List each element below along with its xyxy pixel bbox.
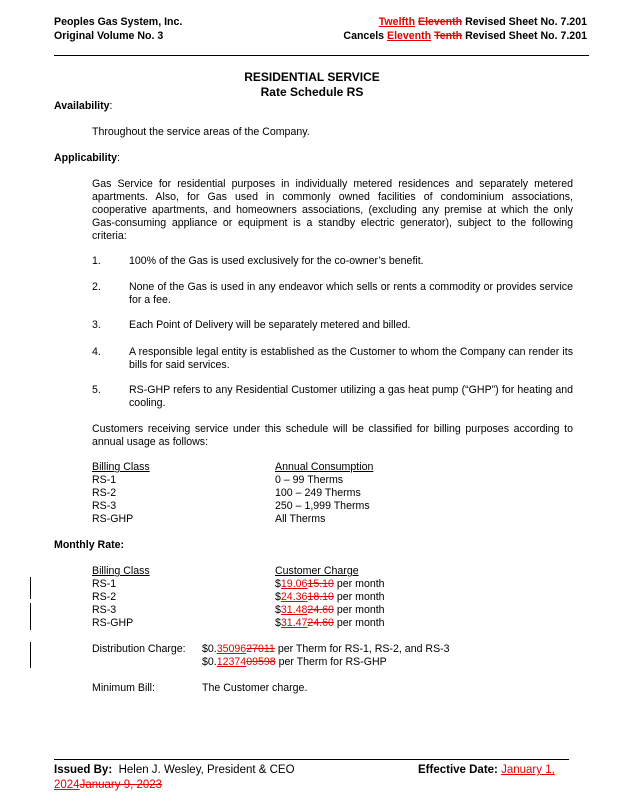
effective-date-continued (54, 779, 162, 791)
usage-col-annual-consumption: Annual Consumption (275, 461, 374, 473)
criteria-text: Each Point of Delivery will be separately metered and billed. (129, 319, 411, 331)
revision-change-bar (30, 603, 31, 630)
usage-class: RS-3 (92, 500, 117, 512)
criteria-number: 2. (92, 281, 101, 293)
issued-by-line (54, 764, 295, 776)
revision-change-bar (30, 577, 31, 599)
usage-value: 100 – 249 Therms (275, 487, 361, 499)
header-rule (54, 55, 589, 56)
cancels-prefix: Cancels (343, 30, 387, 42)
criteria-number: 3. (92, 319, 101, 331)
availability-text: Throughout the service areas of the Company. (92, 126, 310, 138)
customer-charge: $31.4824.60 per month (275, 604, 385, 616)
criteria-text: 100% of the Gas is used exclusively for the co-owner’s benefit. (129, 255, 424, 267)
rate-class: RS-3 (92, 604, 117, 616)
footer-rule (54, 759, 569, 760)
page-title: RESIDENTIAL SERVICE (244, 70, 380, 84)
effective-date-old: January 9, 2023 (79, 779, 163, 791)
cancels-old: Tenth (434, 30, 463, 42)
applicability-text: Gas Service for residential purposes in individually metered residences and separately metered apartments. Also, for Gas used in commonly owned facilities of condominium associations, cooperative apartments, and homeowners associations, (excluding any premise at which the only Gas-consuming appliance or equipment is a standby electric generator), subject to the following criteria: (92, 178, 573, 242)
criteria-number: 4. (92, 346, 101, 358)
cancels-new: Eleventh (387, 30, 432, 42)
page-subtitle: Rate Schedule RS (260, 85, 364, 99)
applicability-heading: Applicability: (54, 152, 120, 164)
criteria-number: 5. (92, 384, 101, 396)
distribution-charge-value: $0.1237409598 per Therm for RS-GHP (202, 656, 387, 668)
usage-col-billing-class: Billing Class (92, 461, 150, 473)
rate-col-customer-charge: Customer Charge (275, 565, 359, 577)
criteria-text: RS-GHP refers to any Residential Customer utilizing a gas heat pump (“GHP”) for heating and cooling. (129, 384, 573, 409)
usage-class: RS-GHP (92, 513, 134, 525)
cancels-sheet-text: Revised Sheet No. 7.201 (462, 30, 587, 42)
customer-charge: $24.3618.10 per month (275, 591, 385, 603)
issued-by-name: Helen J. Wesley, President & CEO (118, 764, 295, 776)
usage-class: RS-2 (92, 487, 117, 499)
volume-number: Original Volume No. 3 (54, 30, 164, 42)
company-name: Peoples Gas System, Inc. (54, 16, 183, 28)
usage-value: 250 – 1,999 Therms (275, 500, 370, 512)
revised-sheet-text: Revised Sheet No. 7.201 (462, 16, 587, 28)
revision-new: Twelfth (378, 16, 416, 28)
rate-col-billing-class: Billing Class (92, 565, 150, 577)
rate-class: RS-2 (92, 591, 117, 603)
effective-date-line (418, 764, 555, 776)
usage-class: RS-1 (92, 474, 117, 486)
effective-date-new: January 1, (501, 764, 555, 776)
minimum-bill-label: Minimum Bill: (92, 682, 155, 694)
effective-date-label: Effective Date: (418, 764, 498, 776)
effective-year-new: 2024 (54, 779, 80, 791)
usage-value: All Therms (275, 513, 326, 525)
availability-heading: Availability: (54, 100, 113, 112)
criteria-number: 1. (92, 255, 101, 267)
distribution-charge-label: Distribution Charge: (92, 643, 186, 655)
criteria-text: A responsible legal entity is established as the Customer to whom the Company can render its bills for said services. (129, 346, 573, 371)
monthly-rate-heading: Monthly Rate: (54, 539, 125, 551)
distribution-charge-value: $0.3509627011 per Therm for RS-1, RS-2, and RS-3 (202, 643, 450, 655)
customer-charge: $19.0615.10 per month (275, 578, 385, 590)
usage-value: 0 – 99 Therms (275, 474, 344, 486)
revision-change-bar (30, 642, 31, 668)
criteria-text: None of the Gas is used in any endeavor which sells or rents a commodity or provides service for a fee. (129, 281, 573, 306)
customer-charge: $31.4724.60 per month (275, 617, 385, 629)
rate-class: RS-GHP (92, 617, 134, 629)
rate-class: RS-1 (92, 578, 117, 590)
cancels-sheet-line (343, 30, 587, 42)
revised-sheet-line (379, 16, 587, 28)
minimum-bill-value: The Customer charge. (202, 682, 308, 694)
classification-text: Customers receiving service under this schedule will be classified for billing purposes according to annual usage as follows: (92, 423, 573, 448)
issued-by-label: Issued By: (54, 764, 113, 776)
revision-old: Eleventh (418, 16, 463, 28)
